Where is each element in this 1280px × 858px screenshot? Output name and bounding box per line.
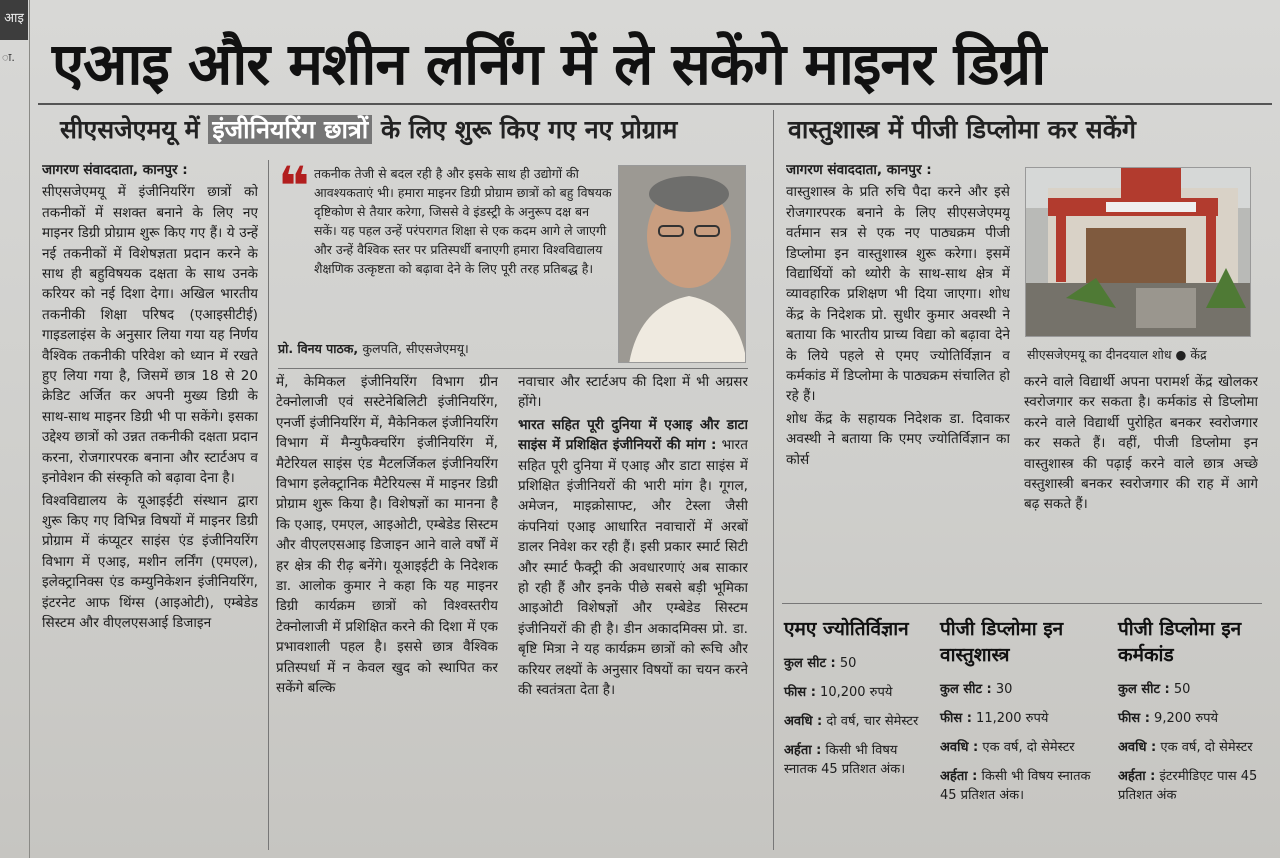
edge-text: ा. <box>2 51 15 64</box>
article-column-1 <box>42 160 258 850</box>
course-duration: दो वर्ष, चार सेमेस्टर <box>826 714 919 729</box>
paragraph: वास्तुशास्त्र के प्रति रुचि पैदा करने और इसे रोजगारपरक बनाने के लिए सीएसजेएमयू वर्तमान सत्र से एक नए पाठ्यक्रम पीजी डिप्लोमा इन वास्तुशास्त्र शुरू करेगा। इसमें विद्यार्थियों को थ्योरी के साथ-साथ क्षेत्र में व्यावहारिक प्रशिक्षण भी दिया जाएगा। शोध केंद्र के निदेशक प्रो. सुधीर कुमार अवस्थी ने बताया कि भारतीय प्राच्य विद्या को बढ़ावा देने के लिये पहले से एमए ज्योतिर्विज्ञान व कर्मकांड में डिप्लोमा के पाठ्यक्रम संचालित हो रहे हैं। <box>786 184 1010 405</box>
course-eligibility: किसी भी विषय स्नातक 45 प्रतिशत अंक। <box>940 769 1091 803</box>
course-eligibility: इंटरमीडिएट पास 45 प्रतिशत अंक <box>1118 769 1258 803</box>
pull-quote <box>278 155 613 365</box>
course-duration: एक वर्ष, दो सेमेस्टर <box>982 740 1075 755</box>
paragraph: नवाचार और स्टार्टअप की दिशा में भी अग्रसर होंगे। <box>518 374 748 411</box>
article-column-4 <box>786 160 1010 600</box>
info-divider <box>782 603 1262 604</box>
edge-tab: आइ <box>0 0 28 40</box>
headline-divider <box>38 103 1272 105</box>
quote-text: तकनीक तेजी से बदल रही है और इसके साथ ही उद्योगों की आवश्यकताएं भी। हमारा माइनर डिग्री प्रोग्राम छात्रों को बहु विषयक दृष्टिकोण से तैयार करेगा, जिससे वे इंडस्ट्री के अनुरूप दक्ष बन सकें। यह पहल उन्हें परंपरागत शिक्षा से एक कदम आगे ले जाएगी और उन्हें वैश्विक स्तर पर प्रतिस्पर्धी बनाएगी हमारा विश्वविद्यालय शैक्षणिक उत्कृष्टता को बढ़ावा देने के लिए पूरी तरह प्रतिबद्ध है। <box>314 166 612 276</box>
quote-credit-role: कुलपति, सीएसजेएमयू। <box>362 341 469 356</box>
subheading: भारत सहित पूरी दुनिया में एआइ और डाटा साइंस में प्रशिक्षित इंजीनियरों की मांग : <box>518 416 748 454</box>
subhead-pre: सीएसजेएमयू में <box>60 115 200 144</box>
photo-caption: सीएसजेएमयू का दीनदयाल शोध ● केंद्र <box>1027 347 1207 362</box>
course-fee: 9,200 रुपये <box>1154 711 1219 726</box>
course-seats: 30 <box>995 682 1013 697</box>
course-eligibility: किसी भी विषय स्नातक 45 प्रतिशत अंक। <box>784 743 906 777</box>
course-title: पीजी डिप्लोमा इन कर्मकांड <box>1118 618 1242 666</box>
course-info-ma: एमए ज्योतिर्विज्ञान कुल सीट : 50 फीस : 10,200 रुपये अवधि : दो वर्ष, चार सेमेस्टर अर्हता : किसी भी विषय स्नातक 45 प्रतिशत अंक। <box>784 616 932 844</box>
course-seats: 50 <box>839 656 857 671</box>
course-info-karmkand: पीजी डिप्लोमा इन कर्मकांड कुल सीट : 50 फीस : 9,200 रुपये अवधि : एक वर्ष, दो सेमेस्टर अर्हता : इंटरमीडिएट पास 45 प्रतिशत अंक <box>1118 616 1268 844</box>
paragraph: करने वाले विद्यार्थी अपना परामर्श केंद्र खोलकर स्वरोजगार कर सकता है। कर्मकांड से डिप्लोमा करने वाले विद्यार्थी पुरोहित बनकर स्वरोजगार कर सकते हैं। वहीं, पीजी डिप्लोमा इन वास्तुशास्त्र की पढ़ाई करने वाले छात्र अच्छे वस्तुशास्त्री बनकर स्वरोजगार की राह में आगे बढ़ सकते हैं। <box>1024 374 1258 513</box>
paragraph: शोध केंद्र के सहायक निदेशक डा. दिवाकर अवस्थी ने बताया कि एमए ज्योतिर्विज्ञान का कोर्स <box>786 410 1010 468</box>
paragraph: में, केमिकल इंजीनियरिंग विभाग ग्रीन टेक्नोलाजी एवं सस्टेनेबिलिटी इंजीनियरिंग, एनर्जी इंजीनियरिंग में, मैकेनिकल इंजीनियरिंग विभाग में मैन्युफैक्चरिंग इंजीनियरिंग में, मैटेरियल साइंस एंड मैटलर्जिकल इंजीनियरिंग विभाग इलेक्ट्रानिक मैटेरियल्स में माइनर डिग्री प्रोग्राम शुरू किया है। विशेषज्ञों का मानना है कि एआइ, एमएल, आइओटी, एम्बेडेड सिस्टम और वीएलएसआइ डिजाइन आने वाले वर्षों में हर क्षेत्र की रीढ़ बनेंगे। यूआइईटी के निदेशक डा. आलोक कुमार ने कहा कि यह माइनर डिग्री कार्यक्रम छात्रों को विश्वस्तरीय टेक्नोलाजी में प्रशिक्षित करने की दिशा में एक प्रभावशाली पहल है। इससे छात्र वैश्विक प्रतिस्पर्धा में न केवल खुद को स्थापित कर सकेंगे बल्कि <box>276 374 498 697</box>
article-column-3 <box>518 372 748 850</box>
article-column-2 <box>276 372 498 850</box>
dateline: जागरण संवाददाता, कानपुर : <box>42 162 188 178</box>
quote-credit <box>278 340 608 357</box>
article-column-5 <box>1024 372 1258 597</box>
quote-mark-icon: ❝ <box>278 155 310 218</box>
dateline: जागरण संवाददाता, कानपुर : <box>786 162 932 178</box>
paragraph: भारत सहित पूरी दुनिया में एआइ और डाटा साइंस में प्रशिक्षित इंजीनियरों की भारी मांग है। गूगल, अमेजन, माइक्रोसाफ्ट, और टेस्ला जैसी कंपनियां एआइ आधारित नवाचारों में अरबों डालर निवेश कर रही हैं। इसी प्रकार स्मार्ट सिटी और स्मार्ट फैक्ट्री की अवधारणाएं अब साकार हो रही हैं और इनके पीछे सबसे बड़ी भूमिका आइओटी विशेषज्ञों और एम्बेडेड सिस्टम इंजीनियरों की ही है। डीन अकादमिक्स प्रो. डा. बृष्टि मित्रा ने यह कार्यक्रम छात्रों को रूचि और करियर लक्ष्यों के अनुसार विषयों का चयन करने की स्वतंत्रता देता है। <box>518 437 748 699</box>
course-title: पीजी डिप्लोमा इन वास्तुशास्त्र <box>940 618 1064 666</box>
column-divider <box>268 160 269 850</box>
quote-divider <box>278 368 748 369</box>
building-photo <box>1025 167 1251 337</box>
course-title: एमए ज्योतिर्विज्ञान <box>784 618 909 640</box>
subheadline-right: वास्तुशास्त्र में पीजी डिप्लोमा कर सकेंगे <box>788 115 1136 144</box>
course-fee: 11,200 रुपये <box>976 711 1049 726</box>
subhead-post: के लिए शुरू किए गए नए प्रोग्राम <box>380 115 678 144</box>
adjacent-column-edge <box>0 0 30 858</box>
paragraph: विश्वविद्यालय के यूआइईटी संस्थान द्वारा शुरू किए गए विभिन्न विषयों में माइनर डिग्री प्रोग्राम में कंप्यूटर साइंस एंड इंजीनियरिंग विभाग में एआइ, मशीन लर्निंग (एमएल), इलेक्ट्रानिक्स एंड कम्युनिकेशन इंजीनियरिंग, इंटरनेट आफ थिंग्स (आइओटी), एम्बेडेड सिस्टम और वीएलएसआई डिजाइन <box>42 492 258 631</box>
person-icon <box>619 166 746 363</box>
course-info-vastu: पीजी डिप्लोमा इन वास्तुशास्त्र कुल सीट : 30 फीस : 11,200 रुपये अवधि : एक वर्ष, दो सेमेस्टर अर्हता : किसी भी विषय स्नातक 45 प्रतिशत अंक। <box>940 616 1108 844</box>
building-icon <box>1026 168 1251 337</box>
portrait-photo <box>618 165 746 363</box>
subhead-highlight: इंजीनियरिंग छात्रों <box>208 115 372 144</box>
quote-credit-name: प्रो. विनय पाठक, <box>278 341 359 356</box>
course-duration: एक वर्ष, दो सेमेस्टर <box>1160 740 1253 755</box>
course-seats: 50 <box>1173 682 1191 697</box>
subheadline-left <box>60 112 760 152</box>
paragraph: सीएसजेएमयू में इंजीनियरिंग छात्रों को तकनीकों में सशक्त बनाने के लिए नए माइनर डिग्री प्रोग्राम शुरू किए गए हैं। ये उन्हें नई तकनीकों में विशेषज्ञता प्रदान करने के साथ ही बहुविषयक दक्षता के साथ उनके करियर को नई दिशा देगा। अखिल भारतीय तकनीकी शिक्षा परिषद (एआइसीटीई) गाइडलाइंस के अनुसार लिया गया यह निर्णय वैश्विक तकनीकी परिवेश को ध्यान में रखते हुए लिया गया है, जिसमें छात्र 18 से 20 क्रेडिट अर्जित कर अपनी मुख्य डिग्री के साथ-साथ माइनर डिग्री भी पा सकेंगे। इसका उद्देश्य छात्रों को उन्नत तकनीकी दक्षता प्रदान करना, रोजगारपरक बनाना और स्टार्टअप व इनोवेशन की संस्कृति को बढ़ावा देना है। <box>42 184 258 487</box>
course-fee: 10,200 रुपये <box>820 685 893 700</box>
column-divider <box>773 110 774 850</box>
main-headline: एआइ और मशीन लर्निंग में ले सकेंगे माइनर डिग्री <box>52 30 1046 98</box>
